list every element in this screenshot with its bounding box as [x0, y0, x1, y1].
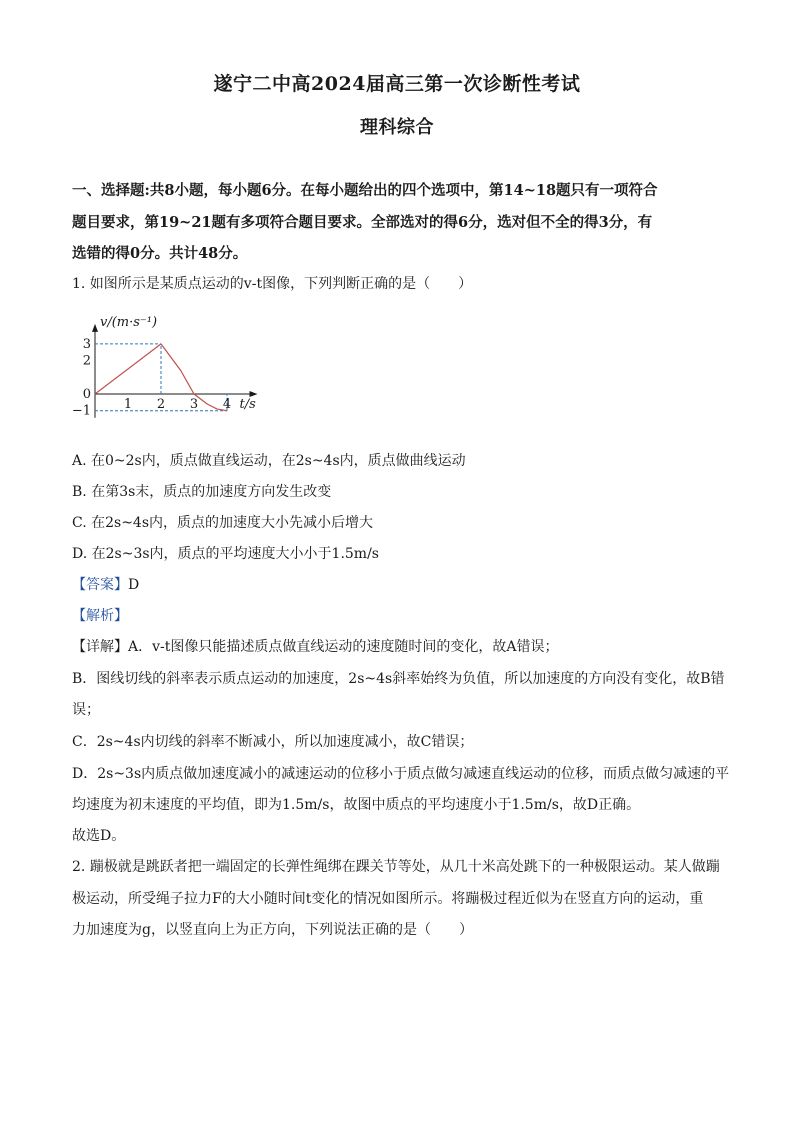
section-instructions-line2: 题目要求，第19~21题有多项符合题目要求。全部选对的得6分，选对但不全的得3分，有	[72, 214, 653, 231]
detail-c-line: C．2s~4s内切线的斜率不断减小，所以加速度减小，故C错误；	[72, 734, 474, 750]
question-1-option-a: A. 在0~2s内，质点做直线运动，在2s~4s内，质点做曲线运动	[72, 453, 466, 469]
answer-line	[72, 575, 724, 595]
y-tick-label-1: 2	[82, 353, 91, 369]
x-tick-label-2: 2	[156, 397, 166, 412]
x-tick-label-3: 3	[189, 397, 199, 412]
question-1-option-b: B. 在第3s末，质点的加速度方向发生改变	[72, 484, 332, 500]
x-tick-label-1: 1	[123, 397, 133, 412]
y-tick-label-0: 3	[82, 336, 91, 352]
detail-a-line	[72, 637, 724, 657]
x-tick-label-4: 4	[222, 397, 232, 412]
detail-b-line1: B．图线切线的斜率表示质点运动的加速度，2s~4s斜率始终为负值，所以加速度的方向没有变化，故B错	[72, 671, 725, 687]
analysis-tag: 【解析】	[72, 608, 128, 624]
detail-tag: 【详解】	[72, 639, 128, 655]
question-2-line1: 2. 蹦极就是跳跃者把一端固定的长弹性绳绑在踝关节等处，从几十米高处跳下的一种极限运动。某人做蹦	[72, 859, 720, 875]
x-axis-label: t/s	[239, 397, 256, 412]
question-1-option-c: C. 在2s~4s内，质点的加速度大小先减小后增大	[72, 515, 374, 531]
question-2-line2: 极运动，所受绳子拉力F的大小随时间t变化的情况如图所示。将蹦极过程近似为在竖直方向的运动，重	[72, 891, 704, 907]
question-1-stem: 1. 如图所示是某质点运动的v-t图像，下列判断正确的是（ ）	[72, 276, 473, 292]
y-tick-label-3: −1	[71, 403, 91, 419]
section-instructions-line1: 一、选择题:共8小题，每小题6分。在每小题给出的四个选项中，第14~18题只有一项符合	[72, 182, 658, 199]
series-segment-linear	[95, 344, 161, 394]
exam-title: 遂宁二中高2024届高三第一次诊断性考试	[213, 73, 581, 95]
detail-a-text: A．v-t图像只能描述质点做直线运动的速度随时间的变化，故A错误；	[128, 639, 559, 655]
answer-tag: 【答案】	[72, 577, 128, 593]
conclusion-line: 故选D。	[72, 828, 126, 844]
y-axis-arrow	[92, 324, 98, 332]
question-1-option-d: D. 在2s~3s内，质点的平均速度大小小于1.5m/s	[72, 546, 379, 562]
section-instructions-line3: 选错的得0分。共计48分。	[72, 245, 248, 262]
question-2-line3: 力加速度为g，以竖直向上为正方向，下列说法正确的是（ ）	[72, 922, 473, 938]
vt-graph	[71, 308, 274, 438]
exam-subtitle: 理科综合	[360, 117, 434, 138]
detail-d-line2: 均速度为初末速度的平均值，即为1.5m/s，故图中质点的平均速度小于1.5m/s，故D正确。	[72, 797, 641, 813]
answer-value: D	[128, 577, 140, 593]
detail-b-line2: 误；	[72, 702, 100, 718]
y-tick-label-2: 0	[82, 387, 91, 402]
y-axis-label: v/(m·s⁻¹)	[100, 315, 158, 330]
detail-d-line1: D．2s~3s内质点做加速度减小的减速运动的位移小于质点做匀减速直线运动的位移，而质点做匀减速的平	[72, 766, 730, 782]
